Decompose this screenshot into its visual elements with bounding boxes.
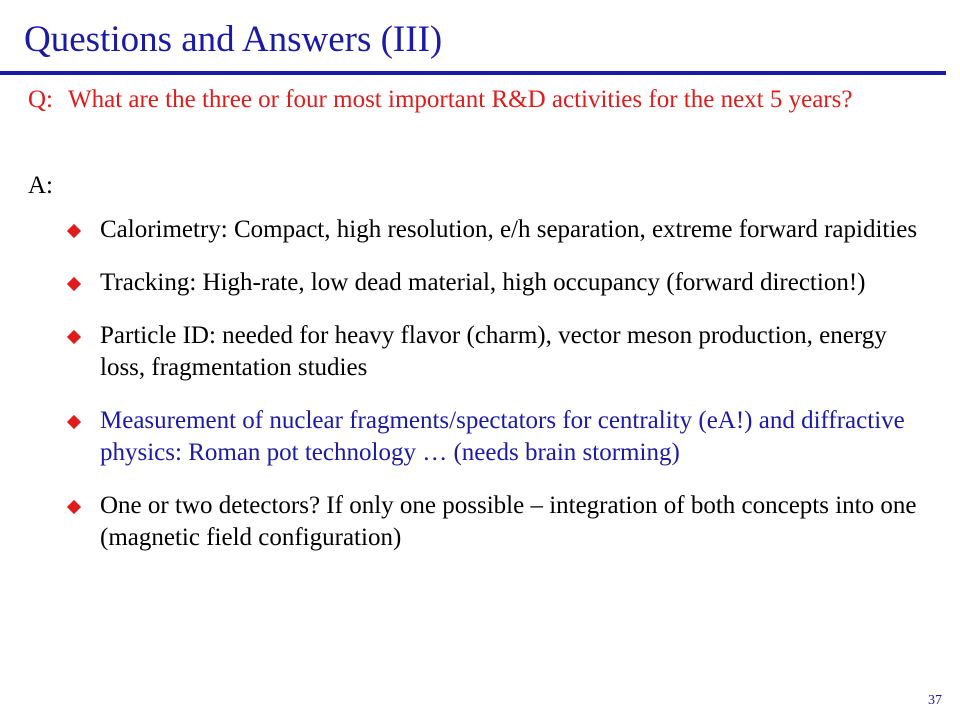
question-text: What are the three or four most important R&D activities for the next 5 years? [68, 86, 853, 113]
bullet-item-particle-id [68, 320, 928, 384]
diamond-bullet-icon [67, 415, 81, 429]
bullet-item-tracking [68, 267, 928, 299]
diamond-bullet-icon [67, 277, 81, 291]
answer-bullet-list [68, 214, 928, 575]
answer-label: A: [28, 172, 53, 199]
bullet-item-nuclear-fragments [68, 405, 928, 469]
bullet-text: Particle ID: needed for heavy flavor (charm), vector meson production, energy loss, fragmentation studies [100, 322, 887, 381]
bullet-text: Tracking: High-rate, low dead material, high occupancy (forward direction!) [100, 269, 866, 296]
slide-number: 37 [928, 693, 942, 708]
question-block [28, 84, 928, 116]
bullet-item-detectors [68, 490, 928, 554]
slide-title: Questions and Answers (III) [24, 19, 443, 60]
question-prefix: Q: [28, 86, 53, 113]
bullet-item-calorimetry [68, 214, 928, 246]
diamond-bullet-icon [67, 500, 81, 514]
bullet-text: Measurement of nuclear fragments/spectators for centrality (eA!) and diffractive physics: Roman pot technology … (needs brain storming) [100, 407, 905, 466]
diamond-bullet-icon [67, 224, 81, 238]
diamond-bullet-icon [67, 330, 81, 344]
bullet-text: Calorimetry: Compact, high resolution, e/h separation, extreme forward rapidities [100, 216, 918, 243]
bullet-text: One or two detectors? If only one possible – integration of both concepts into one (magnetic field configuration) [100, 492, 917, 551]
title-underline [0, 71, 946, 75]
